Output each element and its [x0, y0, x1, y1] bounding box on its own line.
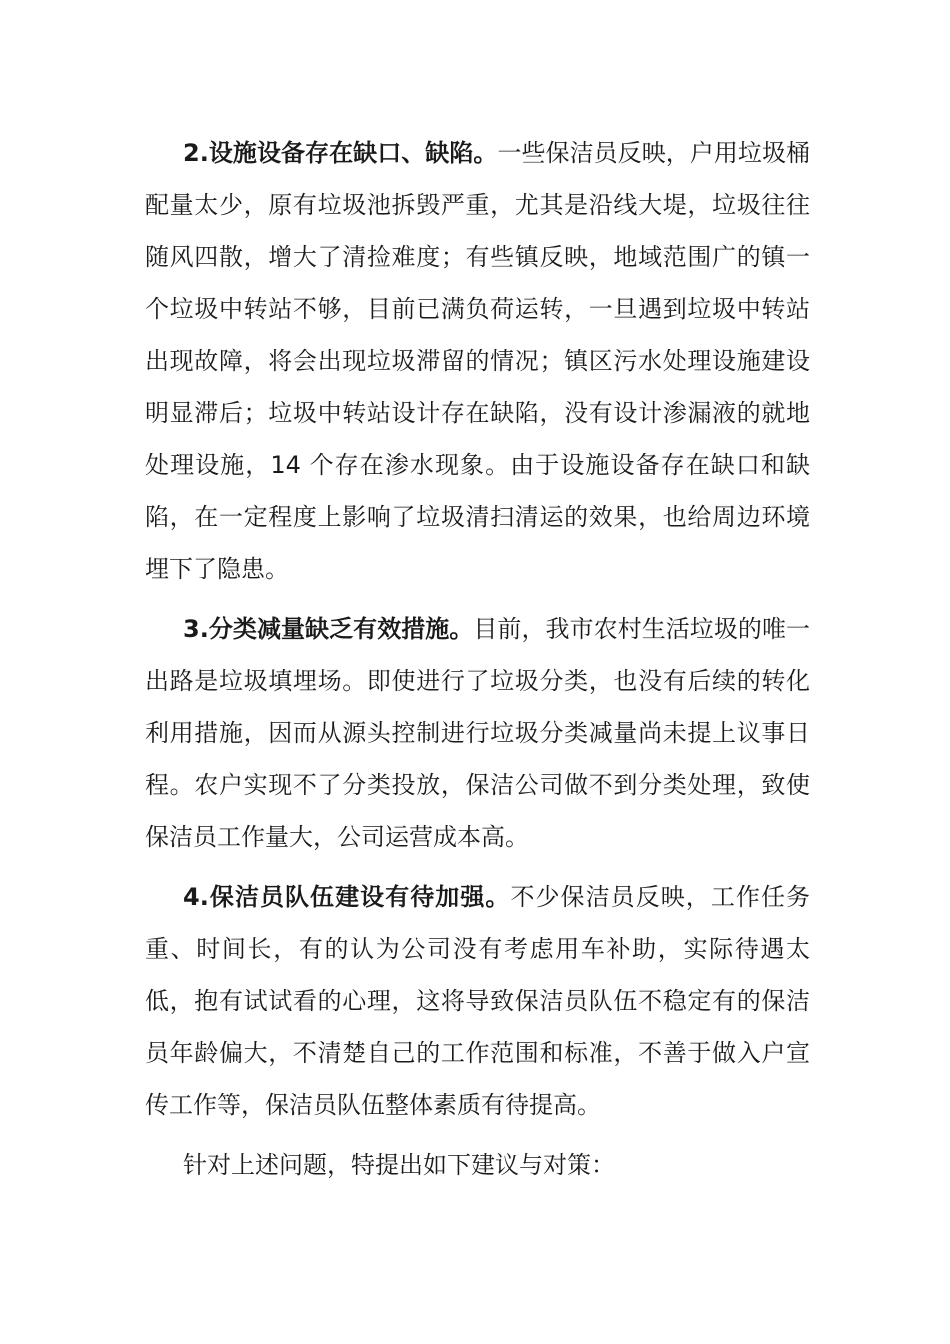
paragraph-text: 目前，我市农村生活垃圾的唯一出路是垃圾填埋场。即使进行了垃圾分类，也没有后续的转化利用措施，因而从源头控制进行垃圾分类减量尚未提上议事日程。农户实现不了分类投放，保洁公司做不到分类处理，致使保洁员工作量大，公司运营成本高。: [145, 615, 810, 851]
paragraph-cleaners: [145, 871, 810, 1131]
paragraph-heading: 4.保洁员队伍建设有待加强。: [183, 883, 511, 911]
paragraph-gap: [145, 863, 810, 871]
document-body: [145, 127, 810, 1191]
paragraph-gap: [145, 595, 810, 603]
paragraph-text: 针对上述问题，特提出如下建议与对策：: [183, 1151, 615, 1179]
paragraph-heading: 2.设施设备存在缺口、缺陷。: [183, 139, 498, 167]
paragraph-text: 不少保洁员反映，工作任务重、时间长，有的认为公司没有考虑用车补助，实际待遇太低，抱有试试看的心理，这将导致保洁员队伍不稳定有的保洁员年龄偏大，不清楚自己的工作范围和标准，不善于做入户宣传工作等，保洁员队伍整体素质有待提高。: [145, 883, 810, 1119]
paragraph-sorting: [145, 603, 810, 863]
paragraph-facilities: [145, 127, 810, 595]
paragraph-gap: [145, 1131, 810, 1139]
paragraph-text: 一些保洁员反映，户用垃圾桶配量太少，原有垃圾池拆毁严重，尤其是沿线大堤，垃圾往往随风四散，增大了清捡难度；有些镇反映，地域范围广的镇一个垃圾中转站不够，目前已满负荷运转，一旦遇到垃圾中转站出现故障，将会出现垃圾滞留的情况；镇区污水处理设施建设明显滞后；垃圾中转站设计存在缺陷，没有设计渗漏液的就地处理设施，14 个存在渗水现象。由于设施设备存在缺口和缺陷，在一定程度上影响了垃圾清扫清运的效果，也给周边环境埋下了隐患。: [145, 139, 810, 583]
paragraph-heading: 3.分类减量缺乏有效措施。: [183, 615, 474, 643]
paragraph-suggestions: [145, 1139, 810, 1191]
